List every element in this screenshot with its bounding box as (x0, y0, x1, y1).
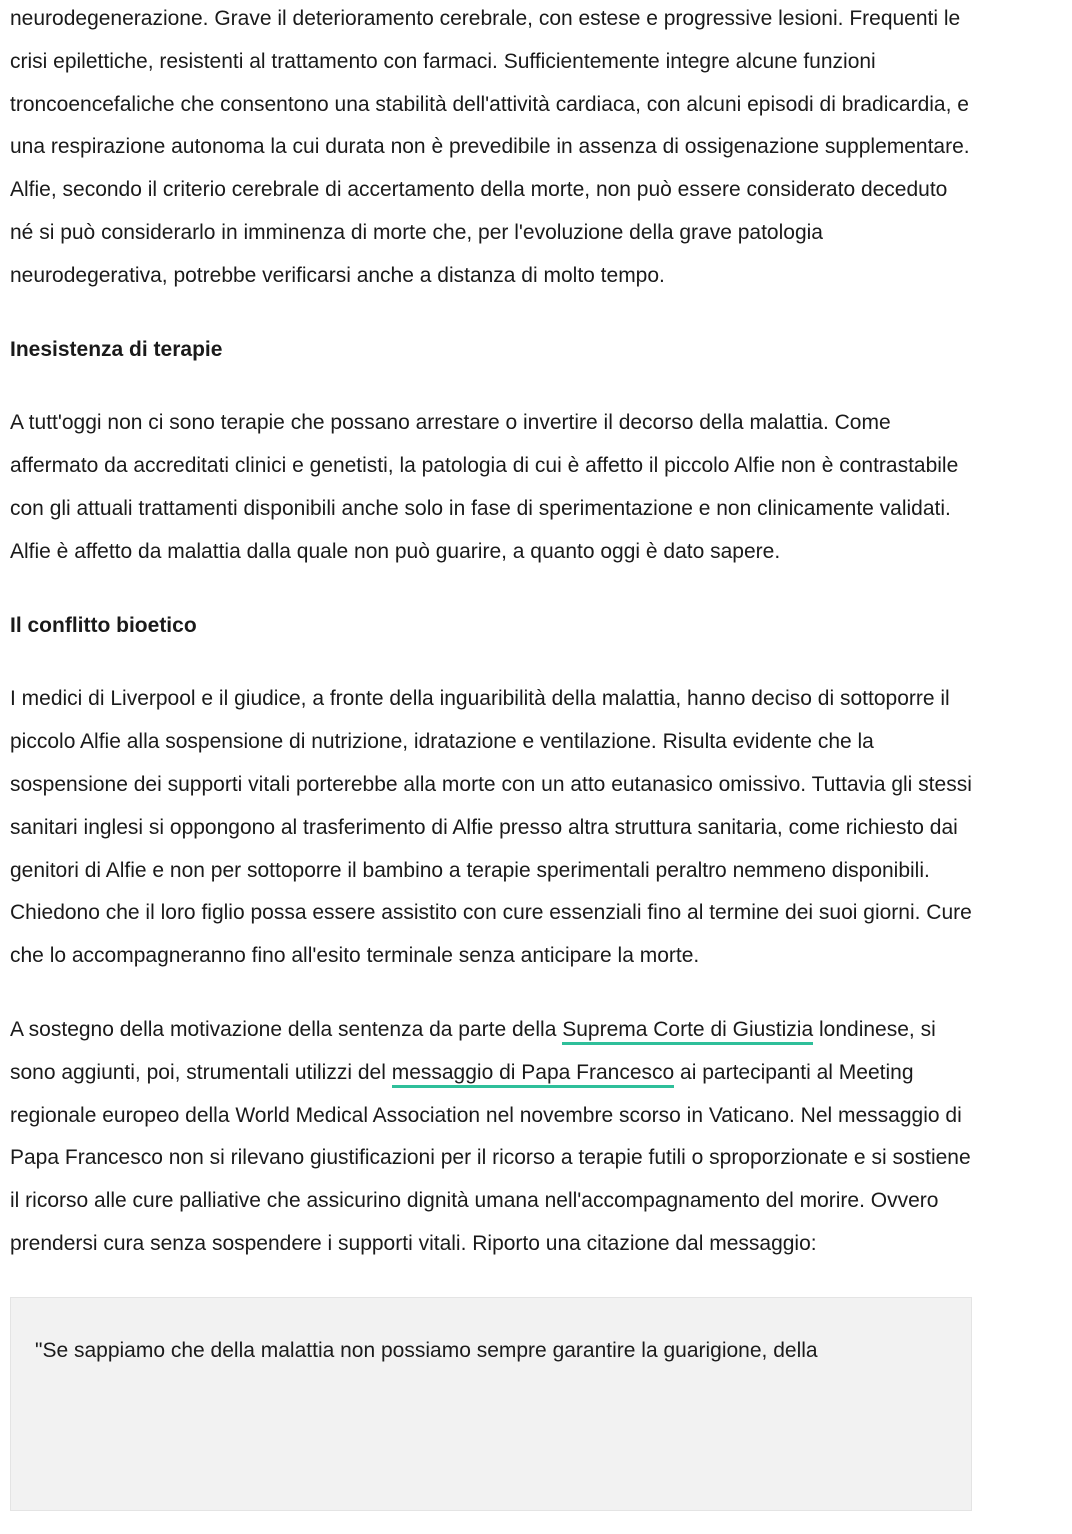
paragraph-spacer (10, 574, 972, 605)
article-body (10, 0, 972, 1511)
paragraph-text: londinese, si sono aggiunti, poi, strumentali utilizzi del (10, 1017, 936, 1084)
paragraph-therapies: A tutt'oggi non ci sono terapie che possano arrestare o invertire il decorso della malattia. Come affermato da accreditati clinici e genetisti, la patologia di cui è affetto il piccolo Alfie non è contrastabile con gli attuali trattamenti disponibili anche solo in fase di sperimentazione e non clinicamente validati. Alfie è affetto da malattia dalla quale non può guarire, a quanto oggi è dato sapere. (10, 411, 959, 563)
paragraph-diagnosis: neurodegenerazione. Grave il deterioramento cerebrale, con estese e progressive lesioni. Frequenti le crisi epilettiche, resistenti al trattamento con farmaci. Sufficientemente integre alcune funzioni troncoencefaliche che consentono una stabilità dell'attività cardiaca, con alcuni episodi di bradicardia, e una respirazione autonoma la cui durata non è prevedibile in assenza di ossigenazione supplementare. Alfie, secondo il criterio cerebrale di accertamento della morte, non può essere considerato deceduto né si può considerarlo in imminenza di morte che, per l'evoluzione della grave patologia neurodegerativa, potrebbe verificarsi anche a distanza di molto tempo. (10, 7, 970, 287)
paragraph-text: A sostegno della motivazione della sentenza da parte della (10, 1017, 563, 1041)
link-messaggio-di-papa-francesco[interactable]: messaggio di Papa Francesco (392, 1061, 675, 1088)
heading-conflitto-bioetico: Il conflitto bioetico (10, 613, 197, 637)
paragraph-text: ai partecipanti al Meeting regionale europeo della World Medical Association nel novembre scorso in Vaticano. Nel messaggio di Papa Francesco non si rilevano giustificazioni per il ricorso a terapie futili o sproporzionate e si sostiene il ricorso alle cure palliative che assicurino dignità umana nell'accompagnamento del morire. Ovvero prendersi cura senza sospendere i supporti vitali. Riporto una citazione dal messaggio: (10, 1060, 971, 1255)
paragraph-sentence-support (10, 1009, 972, 1266)
paragraph-spacer (10, 647, 972, 678)
heading-inesistenza-di-terapie: Inesistenza di terapie (10, 337, 223, 361)
paragraph-spacer (10, 978, 972, 1009)
paragraph-spacer (10, 371, 972, 402)
quote-text: "Se sappiamo che della malattia non possiamo sempre garantire la guarigione, della (35, 1338, 818, 1362)
link-suprema-corte-di-giustizia[interactable]: Suprema Corte di Giustizia (562, 1018, 813, 1045)
paragraph-conflict: I medici di Liverpool e il giudice, a fronte della inguaribilità della malattia, hanno deciso di sottoporre il piccolo Alfie alla sospensione di nutrizione, idratazione e ventilazione. Risulta evidente che la sospensione dei supporti vitali porterebbe alla morte con un atto eutanasico omissivo. Tuttavia gli stessi sanitari inglesi si oppongono al trasferimento di Alfie presso altra struttura sanitaria, come richiesto dai genitori di Alfie e non per sottoporre il bambino a terapie sperimentali peraltro nemmeno disponibili. Chiedono che il loro figlio possa essere assistito con cure essenziali fino al termine dei suoi giorni. Cure che lo accompagneranno fino all'esito terminale senza anticipare la morte. (10, 687, 972, 968)
paragraph-spacer (10, 298, 972, 329)
blockquote (10, 1297, 972, 1511)
